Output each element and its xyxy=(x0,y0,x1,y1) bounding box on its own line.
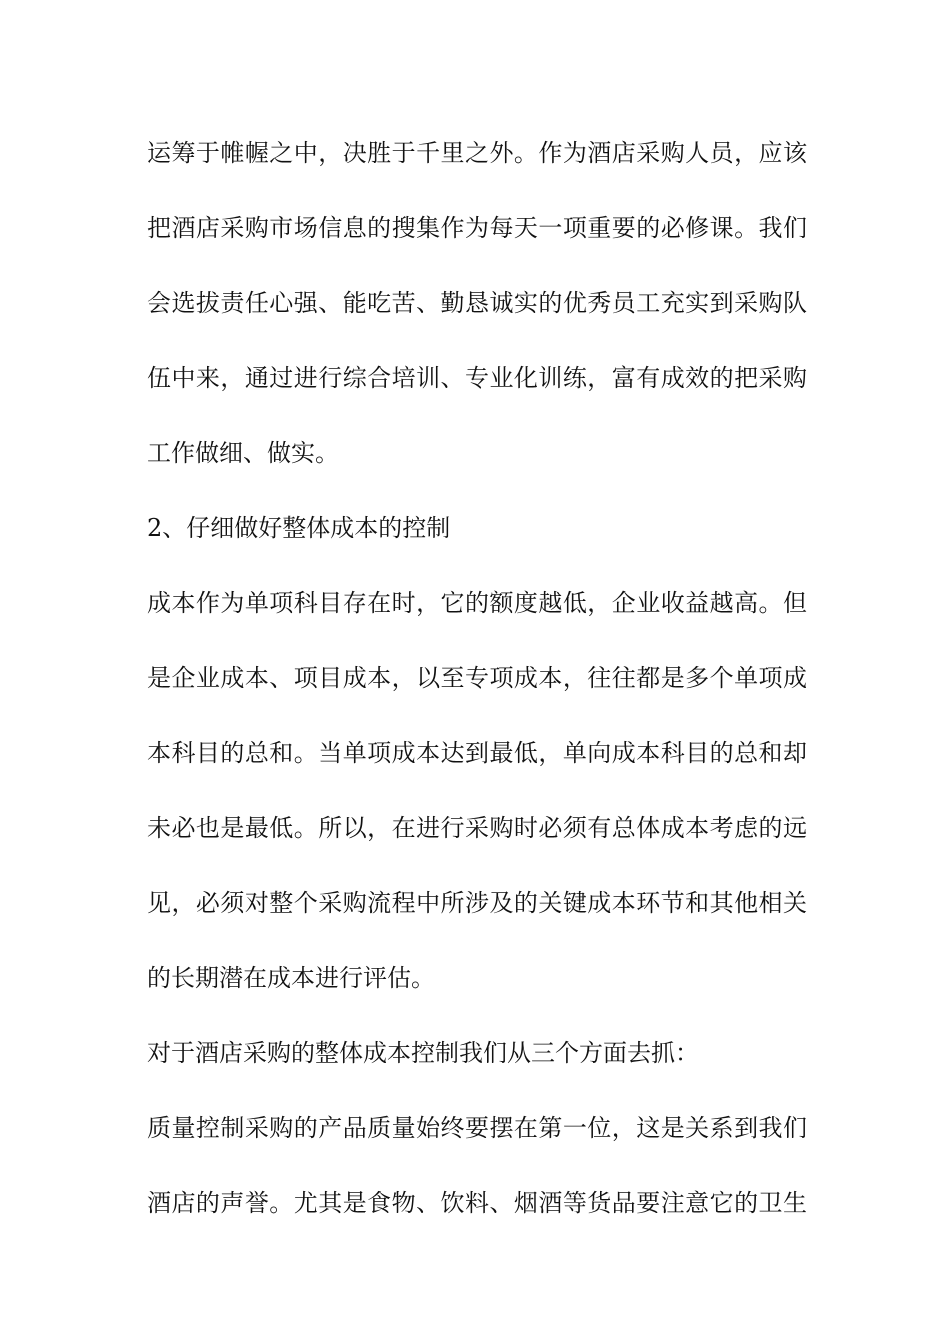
paragraph-line-13: 质量控制采购的产品质量始终要摆在第一位，这是关系到我们 xyxy=(147,1114,807,1142)
paragraph-line-10: 见，必须对整个采购流程中所涉及的关键成本环节和其他相关 xyxy=(147,889,807,917)
paragraph-line-3: 会选拔责任心强、能吃苦、勤恳诚实的优秀员工充实到采购队 xyxy=(147,289,807,317)
paragraph-line-4: 伍中来，通过进行综合培训、专业化训练，富有成效的把采购 xyxy=(147,364,807,392)
paragraph-line-7: 是企业成本、项目成本，以至专项成本，往往都是多个单项成 xyxy=(147,664,807,692)
paragraph-line-9: 未必也是最低。所以，在进行采购时必须有总体成本考虑的远 xyxy=(147,814,807,842)
paragraph-line-2: 把酒店采购市场信息的搜集作为每天一项重要的必修课。我们 xyxy=(147,214,807,242)
section-heading: 2、仔细做好整体成本的控制 xyxy=(147,514,451,542)
paragraph-line-14: 酒店的声誉。尤其是食物、饮料、烟酒等货品要注意它的卫生 xyxy=(147,1189,807,1217)
paragraph-line-5: 工作做细、做实。 xyxy=(147,439,339,467)
paragraph-line-12: 对于酒店采购的整体成本控制我们从三个方面去抓： xyxy=(147,1039,699,1067)
paragraph-line-8: 本科目的总和。当单项成本达到最低，单向成本科目的总和却 xyxy=(147,739,807,767)
paragraph-line-11: 的长期潜在成本进行评估。 xyxy=(147,964,435,992)
paragraph-line-1: 运筹于帷幄之中，决胜于千里之外。作为酒店采购人员，应该 xyxy=(147,139,807,167)
paragraph-line-6: 成本作为单项科目存在时，它的额度越低，企业收益越高。但 xyxy=(147,589,807,617)
